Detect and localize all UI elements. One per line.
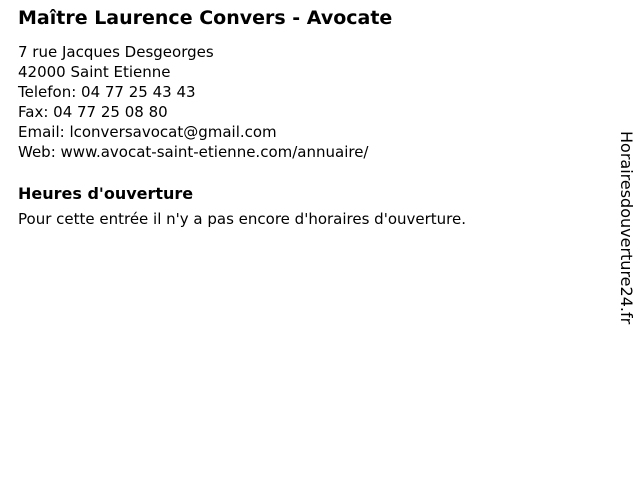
page-title: Maître Laurence Convers - Avocate [18, 7, 393, 29]
web-label: Web: [18, 143, 61, 161]
fax-line [18, 102, 368, 122]
web-line [18, 142, 368, 162]
address-line-street: 7 rue Jacques Desgeorges [18, 43, 214, 61]
email-label: Email: [18, 123, 70, 141]
phone-value: 04 77 25 43 43 [81, 83, 196, 101]
fax-value: 04 77 25 08 80 [53, 103, 168, 121]
email-link[interactable]: lconversavocat@gmail.com [69, 123, 277, 141]
opening-hours-title: Heures d'ouverture [18, 184, 194, 203]
contact-info [18, 42, 368, 162]
phone-label: Telefon: [18, 83, 82, 101]
fax-label: Fax: [18, 103, 54, 121]
email-line [18, 122, 368, 142]
brand-watermark-link[interactable]: Horairesdouverture24.fr [617, 131, 636, 325]
opening-hours-empty-message: Pour cette entrée il n'y a pas encore d'horaires d'ouverture. [18, 210, 467, 228]
web-link[interactable]: www.avocat-saint-etienne.com/annuaire/ [60, 143, 369, 161]
address-line-city: 42000 Saint Etienne [18, 63, 171, 81]
phone-line [18, 82, 368, 102]
